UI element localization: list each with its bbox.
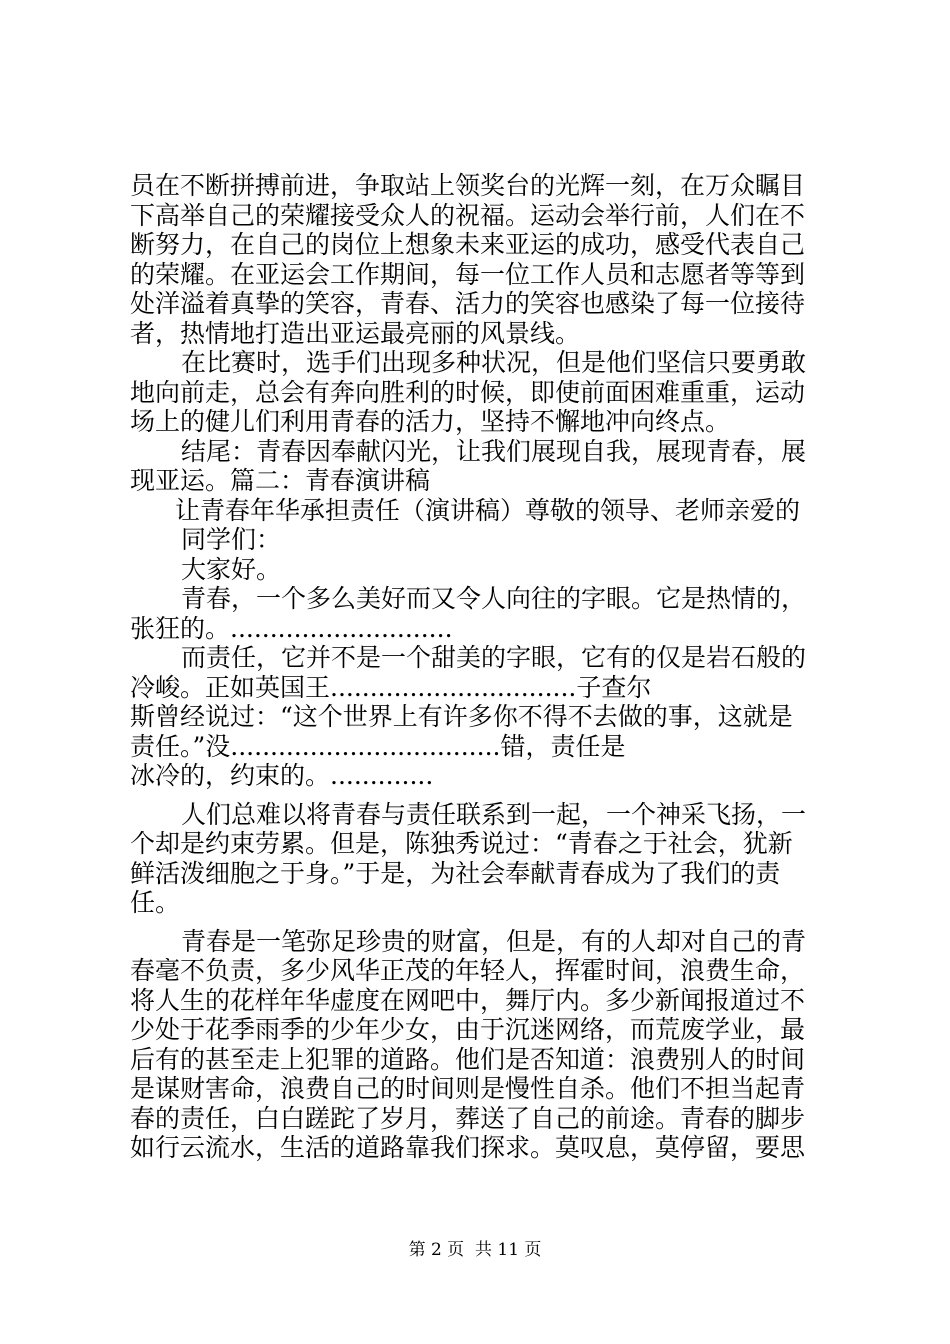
- text-line: 大家好。: [181, 554, 282, 584]
- text-line: 春毫不负责，多少风华正茂的年轻人，挥霍时间，浪费生命，: [130, 956, 806, 985]
- text-line: 冷峻。正如英国王...............................子查尔: [130, 672, 652, 702]
- text-line: 场上的健儿们利用青春的活力，坚持不懈地冲向终点。: [130, 407, 731, 436]
- text-line: 青春是一笔弥足珍贵的财富，但是，有的人却对自己的青: [181, 926, 807, 956]
- text-line: 后有的甚至走上犯罪的道路。他们是否知道：浪费别人的时间: [130, 1044, 806, 1074]
- text-line: 冰冷的，约束的。.............: [130, 761, 434, 790]
- text-line: 青春，一个多么美好而又令人向往的字眼。它是热情的，: [181, 584, 807, 613]
- text-line: 斯曾经说过：“这个世界上有许多你不得不去做的事，这就是: [130, 702, 793, 731]
- text-line: 让青春年华承担责任（演讲稿）尊敬的领导、老师亲爱的: [175, 495, 801, 525]
- text-line: 少处于花季雨季的少年少女，由于沉迷网络，而荒废学业，最: [130, 1015, 806, 1044]
- text-line: 如行云流水，生活的道路靠我们探求。莫叹息，莫停留，要思: [130, 1133, 806, 1162]
- text-line: 断努力，在自己的岗位上想象未来亚运的成功，感受代表自己: [130, 230, 806, 259]
- text-line: 鲜活泼细胞之于身。”于是，为社会奉献青春成为了我们的责: [130, 858, 781, 888]
- text-line: 张狂的。............................: [130, 613, 453, 643]
- text-line: 在比赛时，选手们出现多种状况，但是他们坚信只要勇敢: [181, 348, 807, 377]
- text-line: 而责任，它并不是一个甜美的字眼，它有的仅是岩石般的: [181, 643, 807, 672]
- text-line: 任。: [130, 888, 181, 917]
- text-line: 的荣耀。在亚运会工作期间，每一位工作人员和志愿者等等到: [130, 259, 806, 289]
- text-line: 现亚运。篇二：青春演讲稿: [130, 466, 431, 495]
- text-line: 地向前走，总会有奔向胜利的时候，即使前面困难重重，运动: [130, 377, 806, 407]
- page-number-label: 第 2 页 共 11 页: [408, 1240, 542, 1260]
- text-line: 处洋溢着真挚的笑容，青春、活力的笑容也感染了每一位接待: [130, 289, 806, 318]
- text-line: 结尾：青春因奉献闪光，让我们展现自我，展现青春，展: [181, 436, 807, 466]
- text-line: 者，热情地打造出亚运最亮丽的风景线。: [130, 318, 581, 348]
- text-line: 下高举自己的荣耀接受众人的祝福。运动会举行前，人们在不: [130, 200, 806, 230]
- page-footer: [0, 1240, 950, 1260]
- text-line: 将人生的花样年华虚度在网吧中，舞厅内。多少新闻报道过不: [130, 985, 806, 1015]
- text-line: 责任。”没..................................错，责任是: [130, 731, 626, 761]
- text-line: 个却是约束劳累。但是，陈独秀说过：“青春之于社会，犹新: [130, 829, 793, 858]
- text-line: 同学们：: [181, 525, 282, 554]
- document-body: [130, 171, 830, 1163]
- text-line: 春的责任，白白蹉跎了岁月，葬送了自己的前途。青春的脚步: [130, 1103, 806, 1133]
- text-line: 人们总难以将青春与责任联系到一起，一个神采飞扬，一: [181, 799, 807, 829]
- text-line: 是谋财害命，浪费自己的时间则是慢性自杀。他们不担当起青: [130, 1074, 806, 1103]
- text-line: 员在不断拼搏前进，争取站上领奖台的光辉一刻，在万众瞩目: [130, 171, 806, 200]
